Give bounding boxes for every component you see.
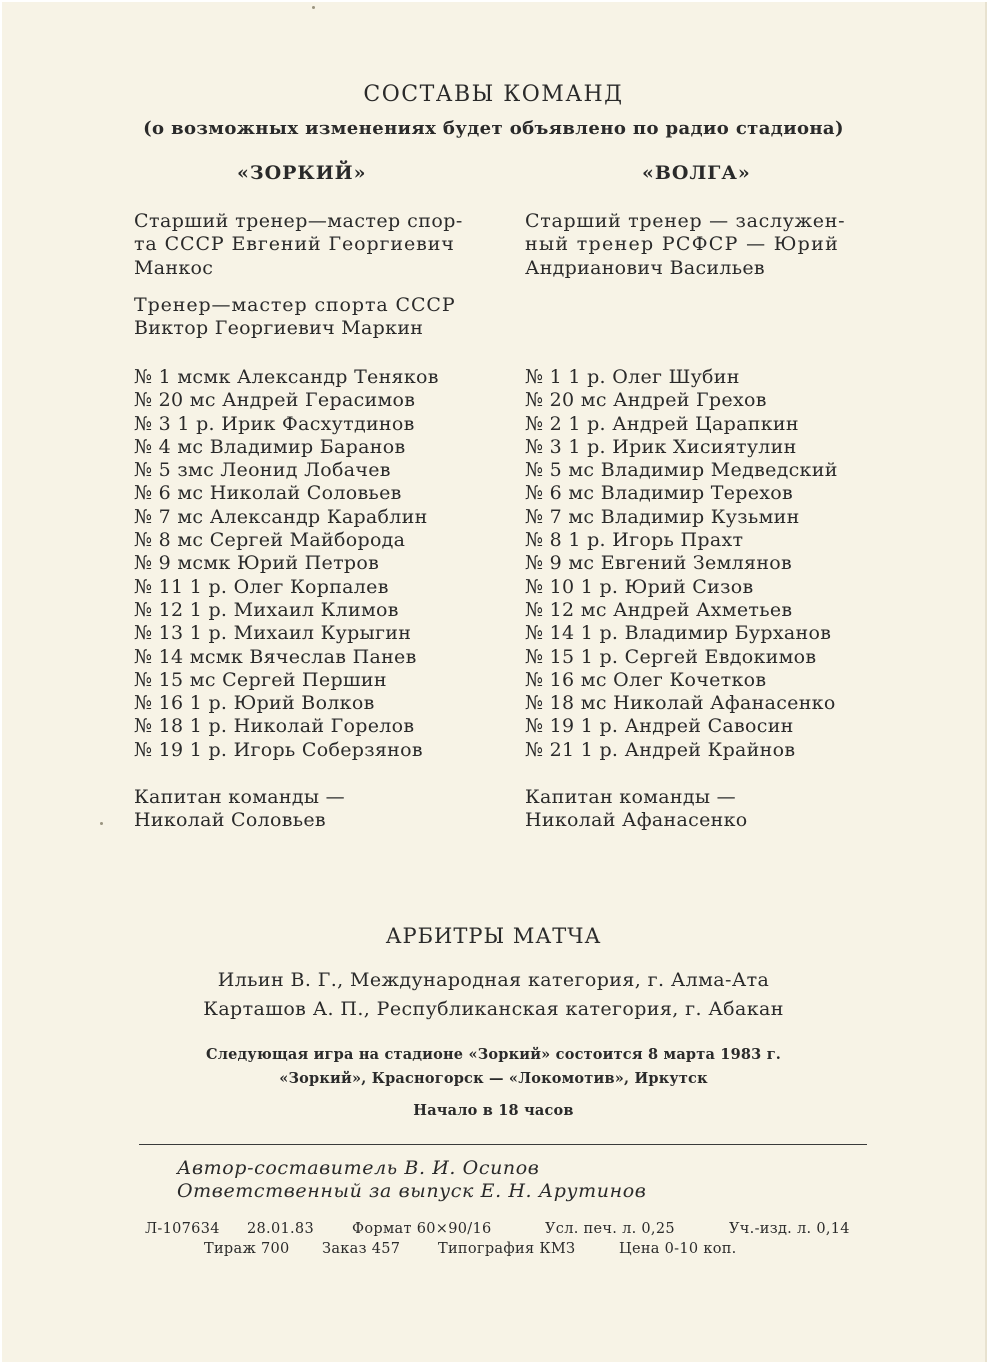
player-row: № 16 мс Олег Кочетков [525,668,767,691]
player-row: № 5 мс Владимир Медведский [525,459,838,482]
player-row: № 18 1 р. Николай Горелов [134,715,415,738]
zorky-roster [134,366,504,762]
divider-line [139,1144,867,1145]
coach-line: Манкос [134,256,214,279]
responsible-credit: Ответственный за выпуск Е. Н. Арутинов [177,1180,647,1202]
imprint-publish-sheets: Уч.-изд. л. 0,14 [729,1221,850,1237]
volga-captain [525,786,895,833]
player-row: № 11 1 р. Олег Корпалев [134,575,389,598]
captain-name: Николай Соловьев [134,809,326,832]
referee-line: Карташов А. П., Республиканская категория, г. Абакан [203,998,784,1020]
imprint-circulation: Тираж 700 [204,1241,290,1257]
player-row: № 7 мс Александр Караблин [134,505,428,528]
player-row: № 20 мс Андрей Герасимов [134,389,416,412]
player-row: № 19 1 р. Андрей Савосин [525,715,794,738]
coach-line: Андрианович Васильев [525,256,765,279]
player-row: № 5 змс Леонид Лобачев [134,459,391,482]
zorky-head-coach [134,210,504,280]
coach-line: ный тренер РСФСР — Юрий [525,233,840,256]
player-row: № 12 1 р. Михаил Климов [134,598,399,621]
referee-line: Ильин В. Г., Международная категория, г. Алма-Ата [217,969,770,991]
author-credit: Автор-составитель В. И. Осипов [177,1157,540,1179]
player-row: № 15 1 р. Сергей Евдокимов [525,645,817,668]
volga-roster [525,366,895,762]
player-row: № 2 1 р. Андрей Царапкин [525,412,799,435]
page-title: СОСТАВЫ КОМАНД [363,82,624,107]
player-row: № 7 мс Владимир Кузьмин [525,505,800,528]
imprint-license: Л-107634 [145,1221,220,1237]
player-row: № 6 мс Владимир Терехов [525,482,794,505]
player-row: № 15 мс Сергей Першин [134,668,387,691]
player-row: № 4 мс Владимир Баранов [134,435,406,458]
imprint-price: Цена 0-10 коп. [619,1241,737,1257]
paper-speck [312,6,315,9]
player-row: № 8 1 р. Игорь Прахт [525,529,744,552]
player-row: № 19 1 р. Игорь Соберзянов [134,738,423,761]
coach-line: Старший тренер—мастер спор- [134,210,463,232]
captain-label: Капитан команды — [525,786,736,808]
player-row: № 10 1 р. Юрий Сизов [525,575,754,598]
player-row: № 12 мс Андрей Ахметьев [525,598,793,621]
player-row: № 3 1 р. Ирик Фасхутдинов [134,412,415,435]
next-game-start-time: Начало в 18 часов [413,1102,574,1119]
coach-line: та СССР Евгений Георгиевич [134,233,455,256]
zorky-captain [134,786,504,833]
player-row: № 21 1 р. Андрей Крайнов [525,738,796,761]
coach-line: Старший тренер — заслужен- [525,210,846,232]
team-name-zorky: «ЗОРКИЙ» [237,162,367,184]
coach-line: Виктор Георгиевич Маркин [134,317,424,340]
player-row: № 18 мс Николай Афанасенко [525,692,836,715]
captain-label: Капитан команды — [134,786,345,808]
player-row: № 14 мсмк Вячеслав Панев [134,645,417,668]
player-row: № 3 1 р. Ирик Хисиятулин [525,435,797,458]
referees-title: АРБИТРЫ МАТЧА [385,924,602,948]
player-row: № 16 1 р. Юрий Волков [134,692,375,715]
team-name-volga: «ВОЛГА» [642,162,751,184]
page-subtitle: (о возможных изменениях будет объявлено по радио стадиона) [143,118,844,139]
coach-line: Тренер—мастер спорта СССР [134,294,456,316]
imprint-format: Формат 60×90/16 [352,1221,492,1237]
player-row: № 14 1 р. Владимир Бурханов [525,622,832,645]
next-game-teams: «Зоркий», Красногорск — «Локомотив», Иркутск [279,1070,708,1087]
player-row: № 9 мсмк Юрий Петров [134,552,380,575]
player-row: № 20 мс Андрей Грехов [525,389,767,412]
imprint-printer: Типография КМЗ [438,1241,576,1257]
player-row: № 8 мс Сергей Майборода [134,529,406,552]
zorky-coach [134,294,504,341]
player-row: № 1 мсмк Александр Теняков [134,366,439,388]
paper-speck [100,822,103,825]
imprint-date: 28.01.83 [247,1221,314,1237]
player-row: № 1 1 р. Олег Шубин [525,366,740,388]
player-row: № 13 1 р. Михаил Курыгин [134,622,412,645]
imprint-print-sheets: Усл. печ. л. 0,25 [545,1221,675,1237]
player-row: № 6 мс Николай Соловьев [134,482,402,505]
volga-head-coach [525,210,895,280]
imprint-order: Заказ 457 [322,1241,401,1257]
program-sheet [2,2,987,1362]
next-game-announcement: Следующая игра на стадионе «Зоркий» состоится 8 марта 1983 г. [205,1046,782,1063]
captain-name: Николай Афанасенко [525,809,748,832]
player-row: № 9 мс Евгений Землянов [525,552,793,575]
